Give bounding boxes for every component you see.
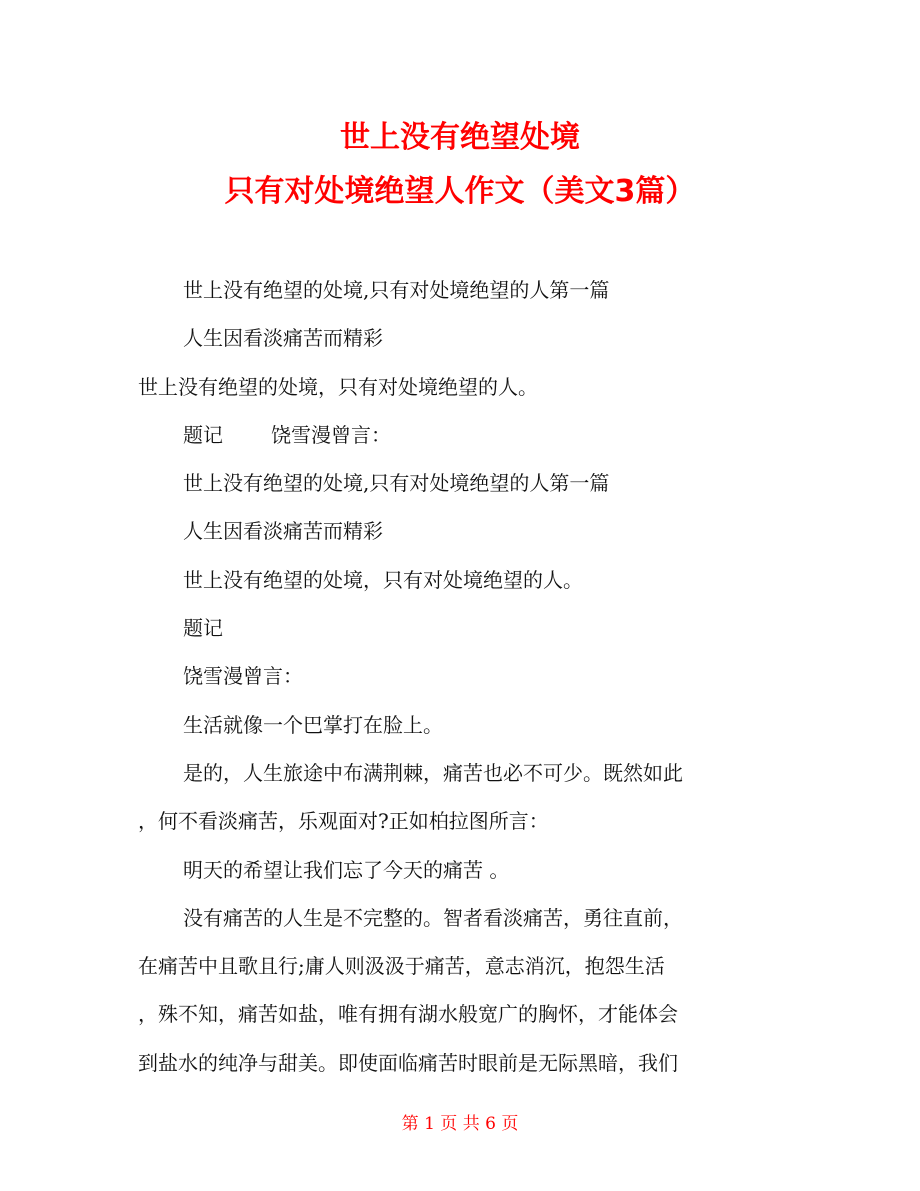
document-title-line-2: 只有对处境绝望人作文（美文3篇）	[224, 174, 696, 209]
epigraph-label: 题记	[183, 422, 223, 447]
paragraph-line	[138, 411, 788, 459]
document-body	[138, 266, 788, 1087]
paragraph-line: 世上没有绝望的处境,只有对处境绝望的人第一篇	[183, 471, 610, 496]
paragraph-line: 在痛苦中且歌且行;庸人则汲汲于痛苦，意志消沉，抱怨生活	[138, 954, 665, 979]
paragraph-line: 世上没有绝望的处境,只有对处境绝望的人第一篇	[183, 278, 610, 302]
paragraph-line: 饶雪漫曾言：	[183, 664, 303, 689]
paragraph-line: 世上没有绝望的处境，只有对处境绝望的人。	[138, 374, 538, 399]
paragraph-line: 人生因看淡痛苦而精彩	[183, 519, 383, 544]
page-number-footer: 第 1 页 共 6 页	[401, 1114, 519, 1134]
paragraph-line: 是的，人生旅途中布满荆棘，痛苦也必不可少。既然如此	[183, 760, 683, 785]
paragraph-line: 明天的希望让我们忘了今天的痛苦 。	[183, 857, 510, 882]
paragraph-line: 到盐水的纯净与甜美。即使面临痛苦时眼前是无际黑暗，我们	[138, 1050, 678, 1075]
paragraph-line: 人生因看淡痛苦而精彩	[183, 326, 383, 351]
epigraph-text: 饶雪漫曾言：	[271, 422, 391, 447]
paragraph-line: ，何不看淡痛苦，乐观面对?正如柏拉图所言：	[138, 809, 549, 834]
paragraph-line: 生活就像一个巴掌打在脸上。	[183, 712, 443, 737]
paragraph-line: 题记	[183, 616, 223, 641]
paragraph-line: 没有痛苦的人生是不完整的。智者看淡痛苦，勇往直前，	[183, 905, 683, 930]
paragraph-line: ，殊不知，痛苦如盐，唯有拥有湖水般宽广的胸怀，才能体会	[138, 1002, 678, 1027]
document-title-line-1: 世上没有绝望处境	[340, 120, 580, 155]
paragraph-line: 世上没有绝望的处境，只有对处境绝望的人。	[183, 567, 583, 592]
